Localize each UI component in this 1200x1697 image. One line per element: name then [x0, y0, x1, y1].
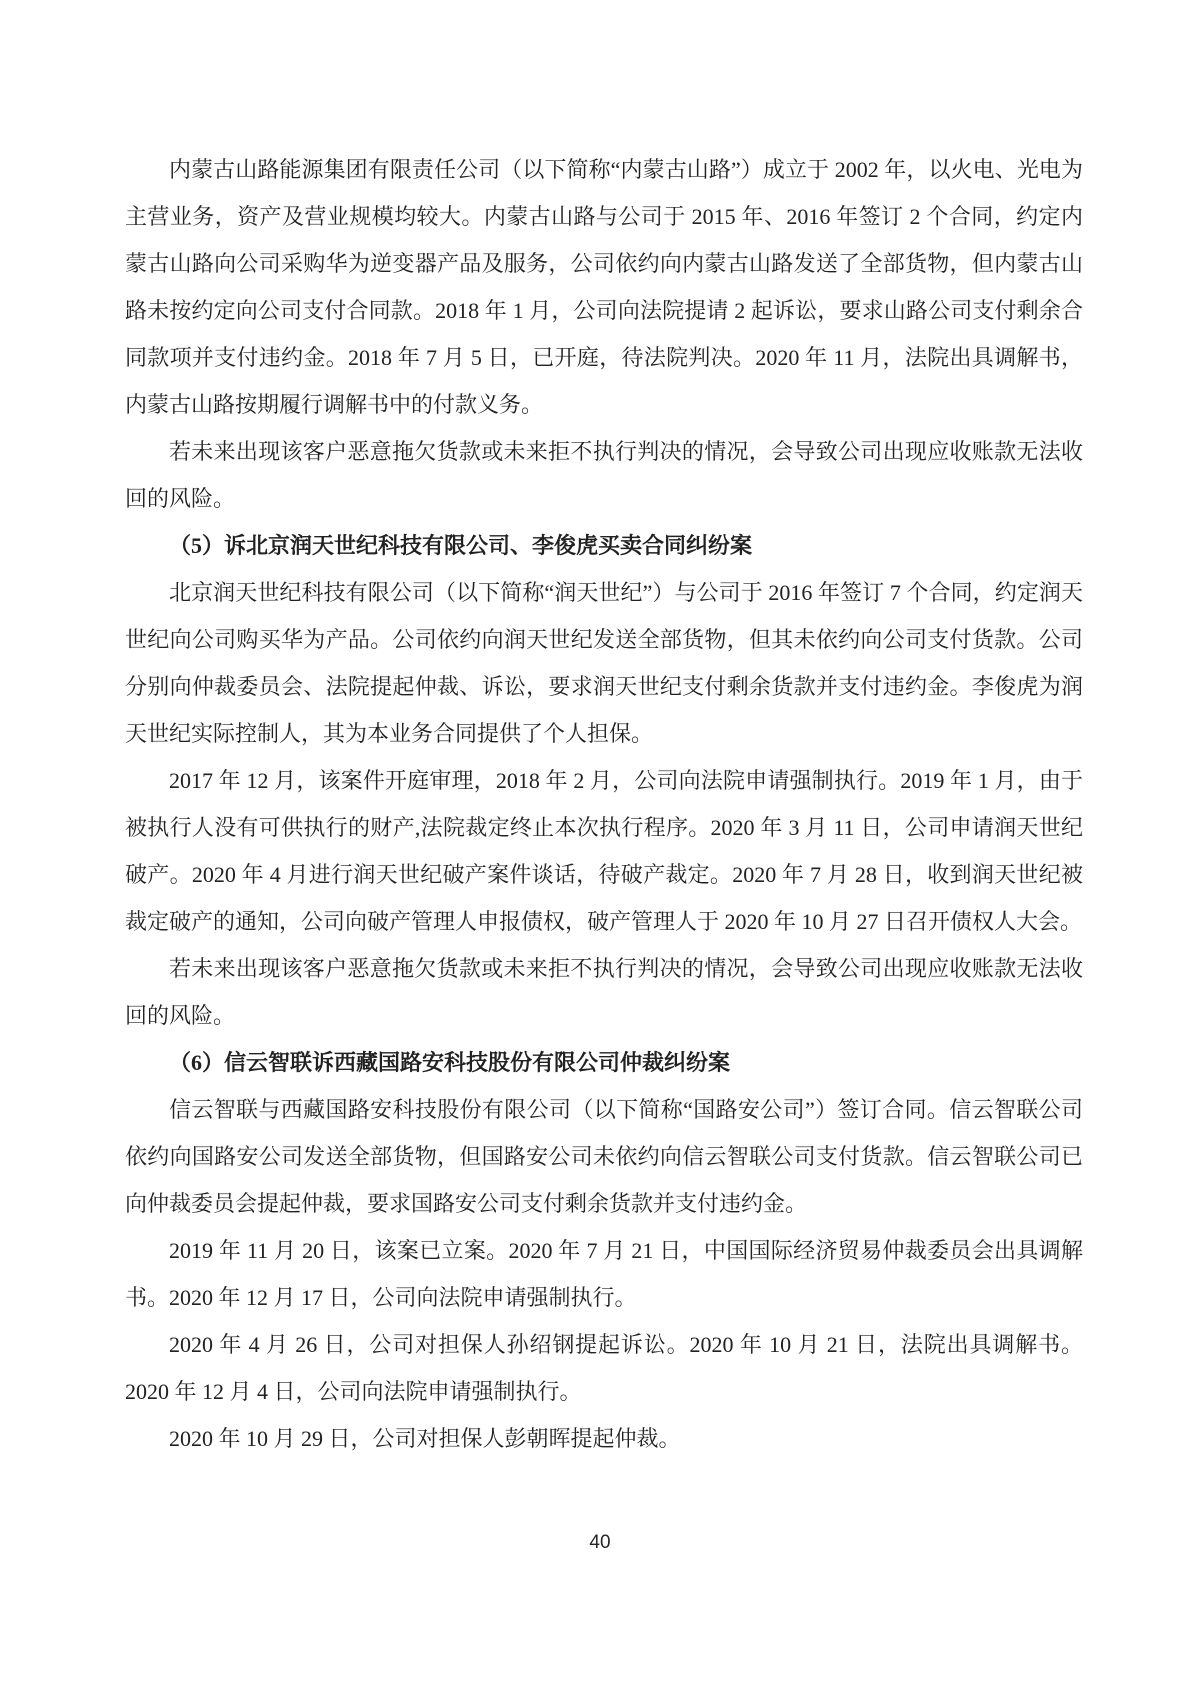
- paragraph-guoluan-case-timeline-1: 2019 年 11 月 20 日，该案已立案。2020 年 7 月 21 日，中国国际经济贸易仲裁委员会出具调解书。2020 年 12 月 17 日，公司向法院申请强制执行。: [125, 1238, 1083, 1310]
- section-heading-case-6: （6）信云智联诉西藏国路安科技股份有限公司仲裁纠纷案: [169, 1050, 731, 1075]
- document-page: [125, 146, 1083, 1462]
- paragraph-runtian-case-timeline: 2017 年 12 月，该案件开庭审理，2018 年 2 月，公司向法院申请强制执行。2019 年 1 月，由于被执行人没有可供执行的财产,法院裁定终止本次执行程序。2020 年 3 月 11 日，公司申请润天世纪破产。2020 年 4 月进行润天世纪破产案件谈话，待破产裁定。2020 年 7 月 28 日，收到润天世纪被裁定破产的通知，公司向破产管理人申报债权，破产管理人于 2020 年 10 月 27 日召开债权人大会。: [125, 768, 1083, 934]
- paragraph-guoluan-case-timeline-3: 2020 年 10 月 29 日，公司对担保人彭朝晖提起仲裁。: [169, 1426, 681, 1451]
- paragraph-guoluan-case-timeline-2: 2020 年 4 月 26 日，公司对担保人孙绍钢提起诉讼。2020 年 10 月 21 日，法院出具调解书。2020 年 12 月 4 日，公司向法院申请强制执行。: [125, 1332, 1083, 1404]
- paragraph-runtian-case-intro: 北京润天世纪科技有限公司（以下简称“润天世纪”）与公司于 2016 年签订 7 个合同，约定润天世纪向公司购买华为产品。公司依约向润天世纪发送全部货物，但其未依约向公司支付货款。公司分别向仲裁委员会、法院提起仲裁、诉讼，要求润天世纪支付剩余货款并支付违约金。李俊虎为润天世纪实际控制人，其为本业务合同提供了个人担保。: [125, 580, 1083, 746]
- section-heading-case-5: （5）诉北京润天世纪科技有限公司、李俊虎买卖合同纠纷案: [169, 533, 753, 558]
- page-number: 40: [589, 1532, 611, 1553]
- paragraph-risk-note-1: 若未来出现该客户恶意拖欠货款或未来拒不执行判决的情况，会导致公司出现应收账款无法收回的风险。: [125, 439, 1083, 511]
- paragraph-guoluan-case-intro: 信云智联与西藏国路安科技股份有限公司（以下简称“国路安公司”）签订合同。信云智联公司依约向国路安公司发送全部货物，但国路安公司未依约向信云智联公司支付货款。信云智联公司已向仲裁委员会提起仲裁，要求国路安公司支付剩余货款并支付违约金。: [125, 1097, 1083, 1216]
- paragraph-inner-mongolia-case: 内蒙古山路能源集团有限责任公司（以下简称“内蒙古山路”）成立于 2002 年，以火电、光电为主营业务，资产及营业规模均较大。内蒙古山路与公司于 2015 年、2016 年签订 2 个合同，约定内蒙古山路向公司采购华为逆变器产品及服务，公司依约向内蒙古山路发送了全部货物，但内蒙古山路未按约定向公司支付合同款。2018 年 1 月，公司向法院提请 2 起诉讼，要求山路公司支付剩余合同款项并支付违约金。2018 年 7 月 5 日，已开庭，待法院判决。2020 年 11 月，法院出具调解书，内蒙古山路按期履行调解书中的付款义务。: [125, 157, 1083, 417]
- paragraph-risk-note-2: 若未来出现该客户恶意拖欠货款或未来拒不执行判决的情况，会导致公司出现应收账款无法收回的风险。: [125, 956, 1083, 1028]
